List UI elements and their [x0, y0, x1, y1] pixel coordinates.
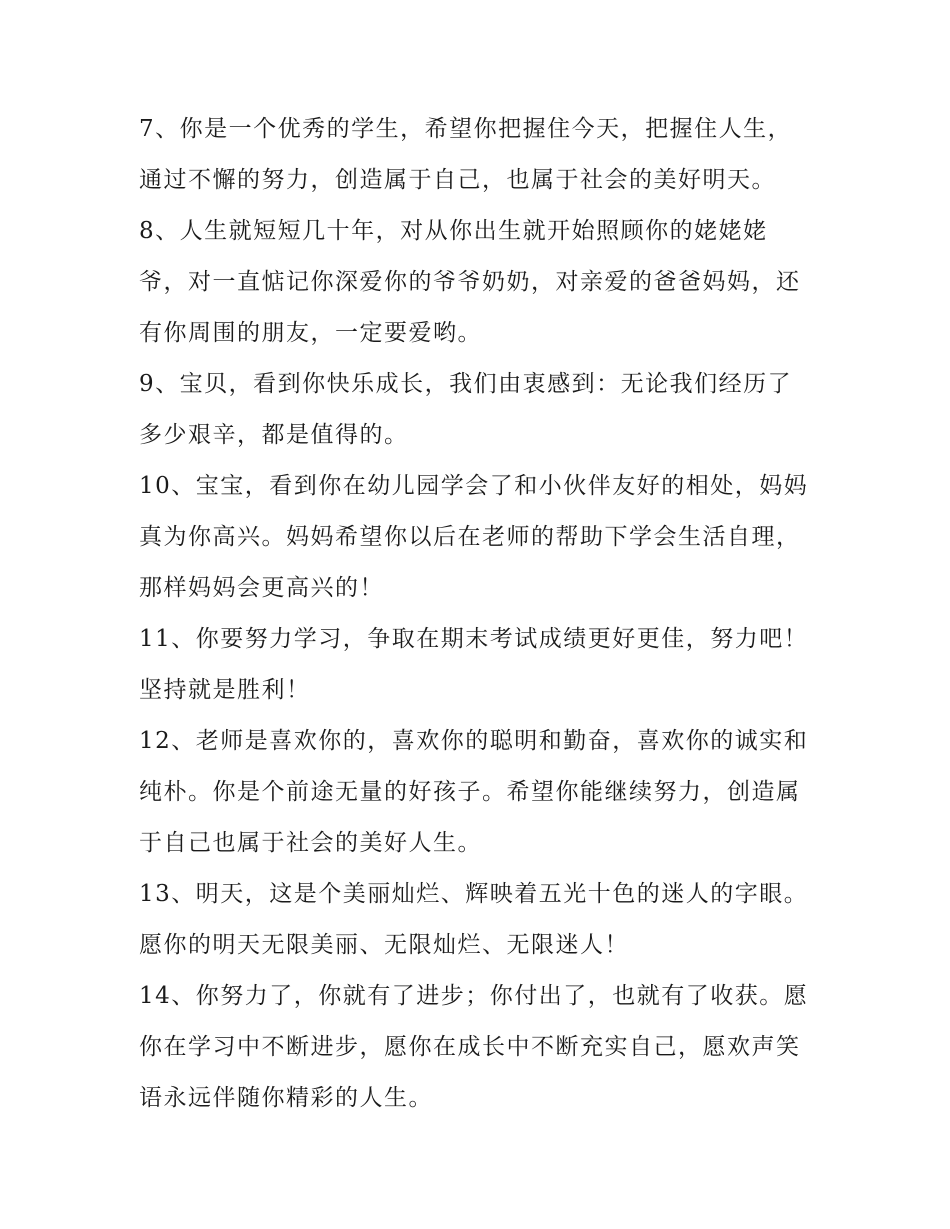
text-line: 纯朴。你是个前途无量的好孩子。希望你能继续努力，创造属 — [139, 779, 801, 805]
paragraph-12 — [139, 716, 819, 869]
text-line: 那样妈妈会更高兴的！ — [139, 575, 384, 601]
text-line: 愿你的明天无限美丽、无限灿烂、无限迷人！ — [139, 932, 629, 958]
text-line: 8、人生就短短几十年，对从你出生就开始照顾你的姥姥姥 — [139, 218, 768, 244]
text-line: 13、明天，这是个美丽灿烂、辉映着五光十色的迷人的字眼。 — [139, 881, 809, 907]
paragraph-10 — [139, 461, 819, 614]
text-line: 你在学习中不断进步，愿你在成长中不断充实自己，愿欢声笑 — [139, 1034, 801, 1060]
text-line: 爷，对一直惦记你深爱你的爷爷奶奶，对亲爱的爸爸妈妈，还 — [139, 269, 801, 295]
text-line: 7、你是一个优秀的学生，希望你把握住今天，把握住人生， — [139, 116, 793, 142]
text-line: 于自己也属于社会的美好人生。 — [139, 830, 482, 856]
paragraph-11 — [139, 614, 819, 716]
paragraph-13 — [139, 869, 819, 971]
text-line: 有你周围的朋友，一定要爱哟。 — [139, 320, 482, 346]
text-line: 通过不懈的努力，创造属于自己，也属于社会的美好明天。 — [139, 167, 776, 193]
document-body — [139, 104, 819, 1124]
text-line: 14、你努力了，你就有了进步；你付出了，也就有了收获。愿 — [139, 983, 809, 1009]
text-line: 10、宝宝，看到你在幼儿园学会了和小伙伴友好的相处，妈妈 — [139, 473, 809, 499]
paragraph-7 — [139, 104, 819, 206]
text-line: 坚持就是胜利！ — [139, 677, 311, 703]
text-line: 9、宝贝，看到你快乐成长，我们由衷感到：无论我们经历了 — [139, 371, 793, 397]
paragraph-8 — [139, 206, 819, 359]
text-line: 11、你要努力学习，争取在期末考试成绩更好更佳，努力吧！ — [139, 626, 809, 652]
paragraph-9 — [139, 359, 819, 461]
text-line: 语永远伴随你精彩的人生。 — [139, 1085, 433, 1111]
text-line: 12、老师是喜欢你的，喜欢你的聪明和勤奋，喜欢你的诚实和 — [139, 728, 809, 754]
paragraph-14 — [139, 971, 819, 1124]
text-line: 真为你高兴。妈妈希望你以后在老师的帮助下学会生活自理， — [139, 524, 801, 550]
text-line: 多少艰辛，都是值得的。 — [139, 422, 409, 448]
